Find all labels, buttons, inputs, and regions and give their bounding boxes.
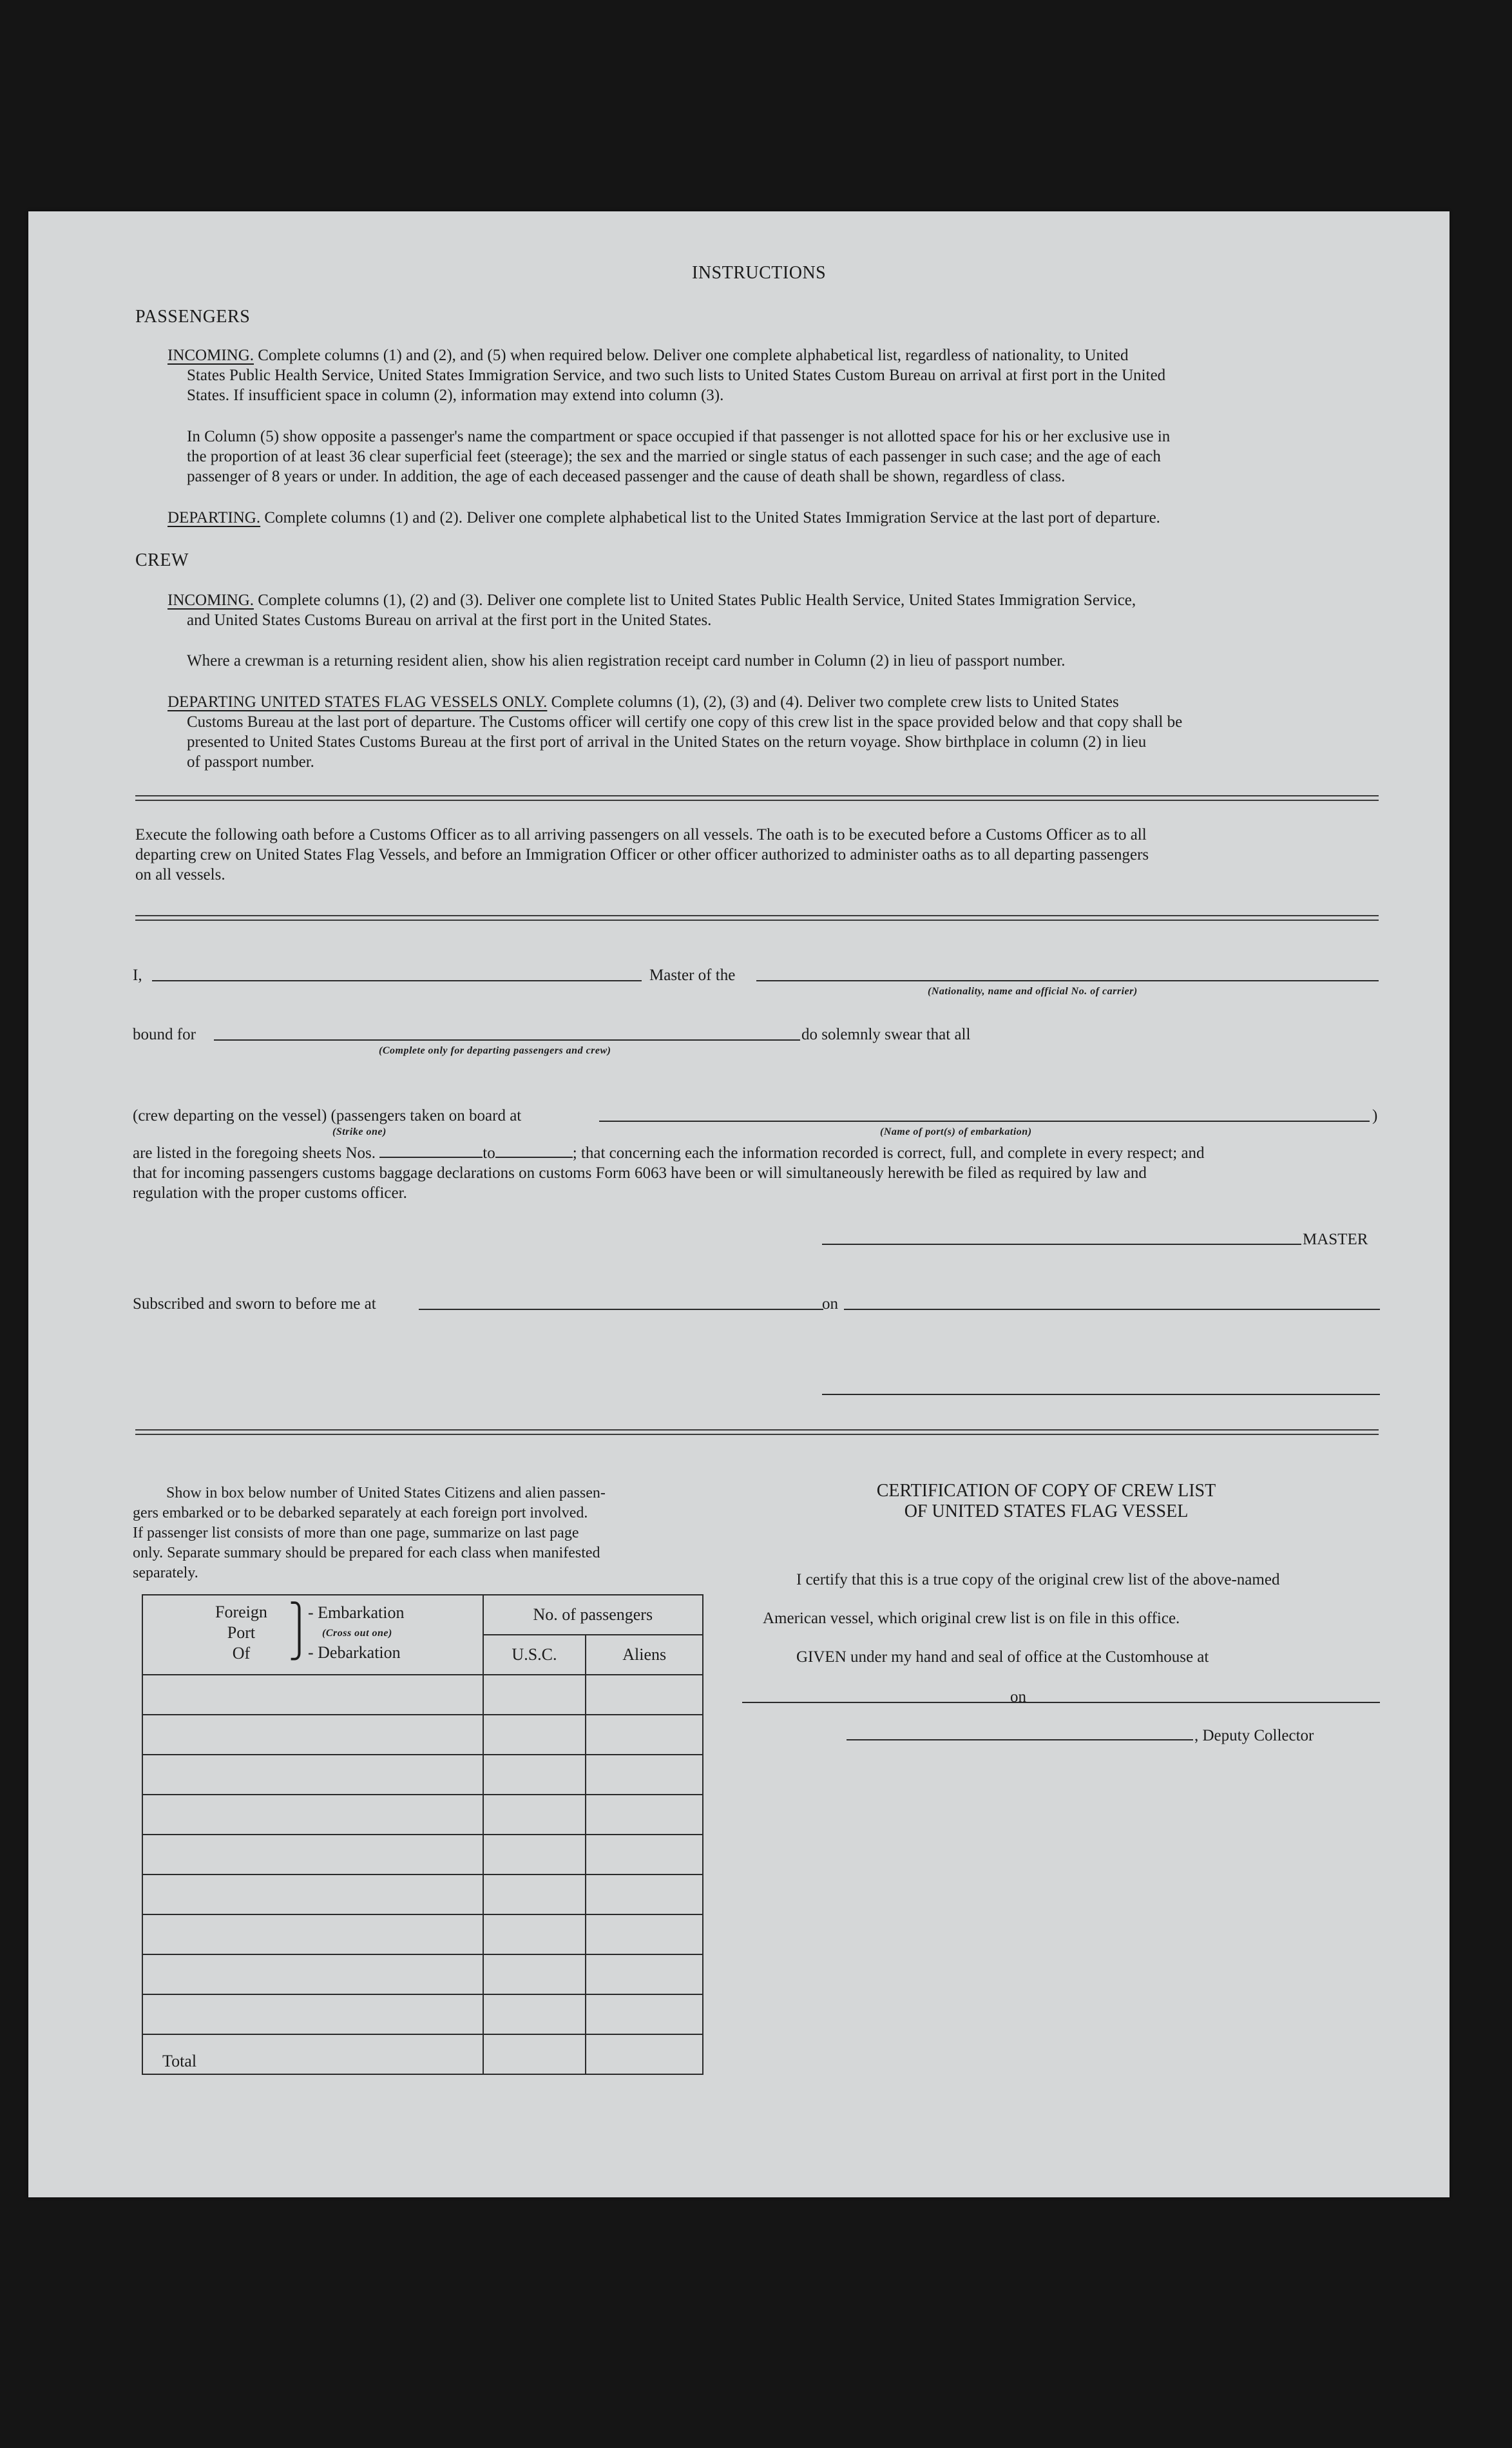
master-of-the-label: Master of the bbox=[649, 967, 736, 984]
crew-incoming-block bbox=[167, 590, 1385, 630]
master-label: MASTER bbox=[1303, 1231, 1368, 1248]
summary-instruction-line-4: only. Separate summary should be prepared for each class when manifested bbox=[133, 1545, 600, 1561]
aliens-header: Aliens bbox=[586, 1635, 703, 1675]
carrier-field[interactable] bbox=[756, 980, 1379, 981]
total-row bbox=[142, 2034, 703, 2074]
listed-line-1 bbox=[133, 1143, 1205, 1163]
page-title: INSTRUCTIONS bbox=[692, 263, 827, 283]
column5-line-1: In Column (5) show opposite a passenger's name the compartment or space occupied if that passenger is not allotted space for his or her exclusive use in bbox=[187, 428, 1171, 445]
oath-i-label: I, bbox=[133, 967, 142, 984]
to-word: to bbox=[483, 1144, 495, 1162]
usc-cell[interactable] bbox=[483, 1755, 586, 1795]
usc-cell[interactable] bbox=[483, 1675, 586, 1715]
passengers-heading: PASSENGERS bbox=[135, 307, 251, 327]
sheet-from-field[interactable] bbox=[379, 1144, 483, 1158]
table-row bbox=[142, 1715, 703, 1755]
sheet-to-field[interactable] bbox=[495, 1144, 573, 1158]
usc-cell[interactable] bbox=[483, 1994, 586, 2034]
column5-line-3: passenger of 8 years or under. In addition, the age of each deceased passenger and the cause of death shall be shown, regardless of class. bbox=[187, 468, 1066, 485]
passengers-incoming-label: INCOMING. bbox=[167, 347, 254, 364]
crew-incoming-line-2: and United States Customs Bureau on arrival at the first port in the United States. bbox=[187, 612, 712, 629]
crew-incoming-label: INCOMING. bbox=[167, 592, 254, 609]
passengers-incoming-block bbox=[167, 345, 1385, 405]
crew-resident-text: Where a crewman is a returning resident alien, show his alien registration receipt card number in Column (2) in lieu of passport number. bbox=[187, 652, 1066, 670]
port-cell[interactable] bbox=[142, 1795, 483, 1835]
oath-instruction bbox=[135, 825, 1385, 885]
deputy-collector-signature-field[interactable] bbox=[847, 1739, 1193, 1740]
crew-departing-block bbox=[167, 692, 1385, 772]
summary-instruction bbox=[133, 1483, 705, 1583]
brace-icon: ⎫ ⎭ bbox=[289, 1603, 310, 1660]
passenger-summary-table bbox=[142, 1594, 703, 2075]
aliens-cell[interactable] bbox=[586, 1795, 703, 1835]
col-of: Of bbox=[232, 1644, 251, 1663]
deputy-collector-label: , Deputy Collector bbox=[1194, 1727, 1314, 1744]
bound-for-field[interactable] bbox=[214, 1039, 800, 1041]
certification-date-field[interactable] bbox=[1031, 1702, 1380, 1703]
cross-out-hint: (Cross out one) bbox=[322, 1628, 392, 1639]
crew-departing-line-4: of passport number. bbox=[187, 753, 314, 771]
sworn-on-label: on bbox=[822, 1295, 838, 1313]
bound-hint: (Complete only for departing passengers and crew) bbox=[379, 1045, 611, 1056]
crew-departing-line-3: presented to United States Customs Bureau at the first port of arrival in the United States on the return voyage. Show birthplace in column (2) in lieu bbox=[187, 733, 1147, 751]
subscribed-text: Subscribed and sworn to before me at bbox=[133, 1295, 376, 1313]
aliens-cell[interactable] bbox=[586, 1715, 703, 1755]
officer-signature-field[interactable] bbox=[822, 1394, 1380, 1395]
aliens-cell[interactable] bbox=[586, 1994, 703, 2034]
table-row bbox=[142, 1795, 703, 1835]
table-row bbox=[142, 1675, 703, 1715]
section-divider bbox=[135, 795, 1379, 801]
passengers-incoming-line-3: States. If insufficient space in column (2), information may extend into column (3). bbox=[187, 387, 724, 404]
oath-instruction-line-1: Execute the following oath before a Customs Officer as to all arriving passengers on all vessels. The oath is to be executed before a Customs Officer as to all bbox=[135, 826, 1147, 843]
aliens-cell[interactable] bbox=[586, 1914, 703, 1954]
bound-for-label: bound for bbox=[133, 1026, 196, 1043]
usc-cell[interactable] bbox=[483, 1954, 586, 1994]
passengers-departing bbox=[167, 508, 1160, 528]
port-cell[interactable] bbox=[142, 1914, 483, 1954]
strike-hint: (Strike one) bbox=[332, 1126, 387, 1137]
usc-cell[interactable] bbox=[483, 1914, 586, 1954]
usc-header: U.S.C. bbox=[483, 1635, 586, 1675]
passengers-incoming-line-1: Complete columns (1) and (2), and (5) when required below. Deliver one complete alphabetical list, regardless of nationality, to United bbox=[254, 347, 1129, 364]
certify-line-2: American vessel, which original crew list is on file in this office. bbox=[763, 1610, 1180, 1627]
table-row bbox=[142, 1755, 703, 1795]
port-cell[interactable] bbox=[142, 1755, 483, 1795]
table-row bbox=[142, 1875, 703, 1914]
master-name-field[interactable] bbox=[152, 980, 642, 981]
certification-title-line-1: CERTIFICATION OF COPY OF CREW LIST bbox=[876, 1481, 1216, 1501]
port-cell[interactable] bbox=[142, 1994, 483, 2034]
certification-on-label: on bbox=[1010, 1688, 1026, 1706]
given-text: GIVEN under my hand and seal of office at the Customhouse at bbox=[796, 1648, 1209, 1666]
port-hint: (Name of port(s) of embarkation) bbox=[880, 1126, 1032, 1137]
passengers-incoming-line-2: States Public Health Service, United States Immigration Service, and two such lists to United States Custom Bureau on arrival at first port in the United bbox=[187, 367, 1166, 384]
sworn-date-field[interactable] bbox=[844, 1309, 1380, 1310]
master-signature-field[interactable] bbox=[822, 1244, 1301, 1245]
summary-instruction-line-3: If passenger list consists of more than one page, summarize on last page bbox=[133, 1525, 579, 1541]
passengers-count-header: No. of passengers bbox=[483, 1595, 703, 1635]
crew-incoming-line-1: Complete columns (1), (2) and (3). Deliver one complete list to United States Public Health Service, United States Immigration Service, bbox=[254, 592, 1136, 609]
summary-instruction-line-2: gers embarked or to be debarked separately at each foreign port involved. bbox=[133, 1505, 588, 1521]
usc-cell[interactable] bbox=[483, 1875, 586, 1914]
summary-instruction-line-5: separately. bbox=[133, 1565, 198, 1581]
usc-cell[interactable] bbox=[483, 1835, 586, 1875]
listed-line-2: that for incoming passengers customs baggage declarations on customs Form 6063 have been or will simultaneously herewith be filed as required by law and bbox=[133, 1164, 1147, 1182]
foreign-port-header bbox=[142, 1595, 483, 1675]
debarkation-label: - Debarkation bbox=[308, 1643, 401, 1662]
usc-cell[interactable] bbox=[483, 1715, 586, 1755]
col-foreign: Foreign bbox=[215, 1603, 267, 1621]
table-row bbox=[142, 1994, 703, 2034]
close-paren: ) bbox=[1372, 1107, 1378, 1124]
usc-cell[interactable] bbox=[483, 1795, 586, 1835]
sworn-place-field[interactable] bbox=[419, 1309, 823, 1310]
port-cell[interactable] bbox=[142, 1835, 483, 1875]
crew-departing-line-1: Complete columns (1), (2), (3) and (4). Deliver two complete crew lists to United States bbox=[547, 693, 1119, 711]
table-row bbox=[142, 1954, 703, 1994]
certify-line-1: I certify that this is a true copy of the original crew list of the above-named bbox=[796, 1571, 1280, 1588]
oath-instruction-line-3: on all vessels. bbox=[135, 866, 225, 883]
passengers-column5-block bbox=[187, 427, 1385, 487]
crew-heading: CREW bbox=[135, 550, 189, 570]
passengers-departing-text: Complete columns (1) and (2). Deliver one complete alphabetical list to the United States Immigration Service at the last port of departure. bbox=[260, 509, 1160, 526]
certification-title-line-2: OF UNITED STATES FLAG VESSEL bbox=[904, 1501, 1189, 1521]
column5-line-2: the proportion of at least 36 clear superficial feet (steerage); the sex and the married or single status of each passenger in such case; and the age of each bbox=[187, 448, 1161, 465]
aliens-total-cell[interactable] bbox=[586, 2034, 703, 2074]
listed-prefix: are listed in the foregoing sheets Nos. bbox=[133, 1144, 376, 1162]
section-divider bbox=[135, 1429, 1379, 1435]
aliens-cell[interactable] bbox=[586, 1835, 703, 1875]
aliens-cell[interactable] bbox=[586, 1954, 703, 1994]
certification-title bbox=[789, 1481, 1304, 1522]
col-port: Port bbox=[227, 1623, 256, 1642]
passengers-departing-label: DEPARTING. bbox=[167, 509, 261, 526]
listed-suffix: ; that concerning each the information recorded is correct, full, and complete in every respect; and bbox=[572, 1144, 1205, 1162]
summary-instruction-line-1: Show in box below number of United States Citizens and alien passen- bbox=[166, 1485, 606, 1501]
table-row bbox=[142, 1914, 703, 1954]
aliens-cell[interactable] bbox=[586, 1675, 703, 1715]
aliens-cell[interactable] bbox=[586, 1875, 703, 1914]
port-cell[interactable] bbox=[142, 1715, 483, 1755]
port-cell[interactable] bbox=[142, 1954, 483, 1994]
aliens-cell[interactable] bbox=[586, 1755, 703, 1795]
crew-departing-line-2: Customs Bureau at the last port of departure. The Customs officer will certify one copy of this crew list in the space provided below and that copy shall be bbox=[187, 713, 1183, 731]
listed-line-3: regulation with the proper customs officer. bbox=[133, 1184, 407, 1202]
embarkation-port-field[interactable] bbox=[599, 1121, 1370, 1122]
section-divider bbox=[135, 915, 1379, 921]
crew-departing-text: (crew departing on the vessel) (passengers taken on board at bbox=[133, 1107, 522, 1124]
port-cell[interactable] bbox=[142, 1875, 483, 1914]
carrier-hint: (Nationality, name and official No. of carrier) bbox=[928, 986, 1138, 997]
total-label: Total bbox=[142, 2034, 483, 2074]
usc-total-cell[interactable] bbox=[483, 2034, 586, 2074]
crew-departing-label: DEPARTING UNITED STATES FLAG VESSELS ONLY. bbox=[167, 693, 548, 711]
embarkation-label: - Embarkation bbox=[308, 1603, 405, 1622]
port-cell[interactable] bbox=[142, 1675, 483, 1715]
table-row bbox=[142, 1835, 703, 1875]
customhouse-field[interactable] bbox=[742, 1702, 1035, 1703]
form-page bbox=[28, 211, 1450, 2197]
oath-instruction-line-2: departing crew on United States Flag Vessels, and before an Immigration Officer or other officer authorized to administer oaths as to all departing passengers bbox=[135, 846, 1149, 863]
swear-text: do solemnly swear that all bbox=[801, 1026, 971, 1043]
